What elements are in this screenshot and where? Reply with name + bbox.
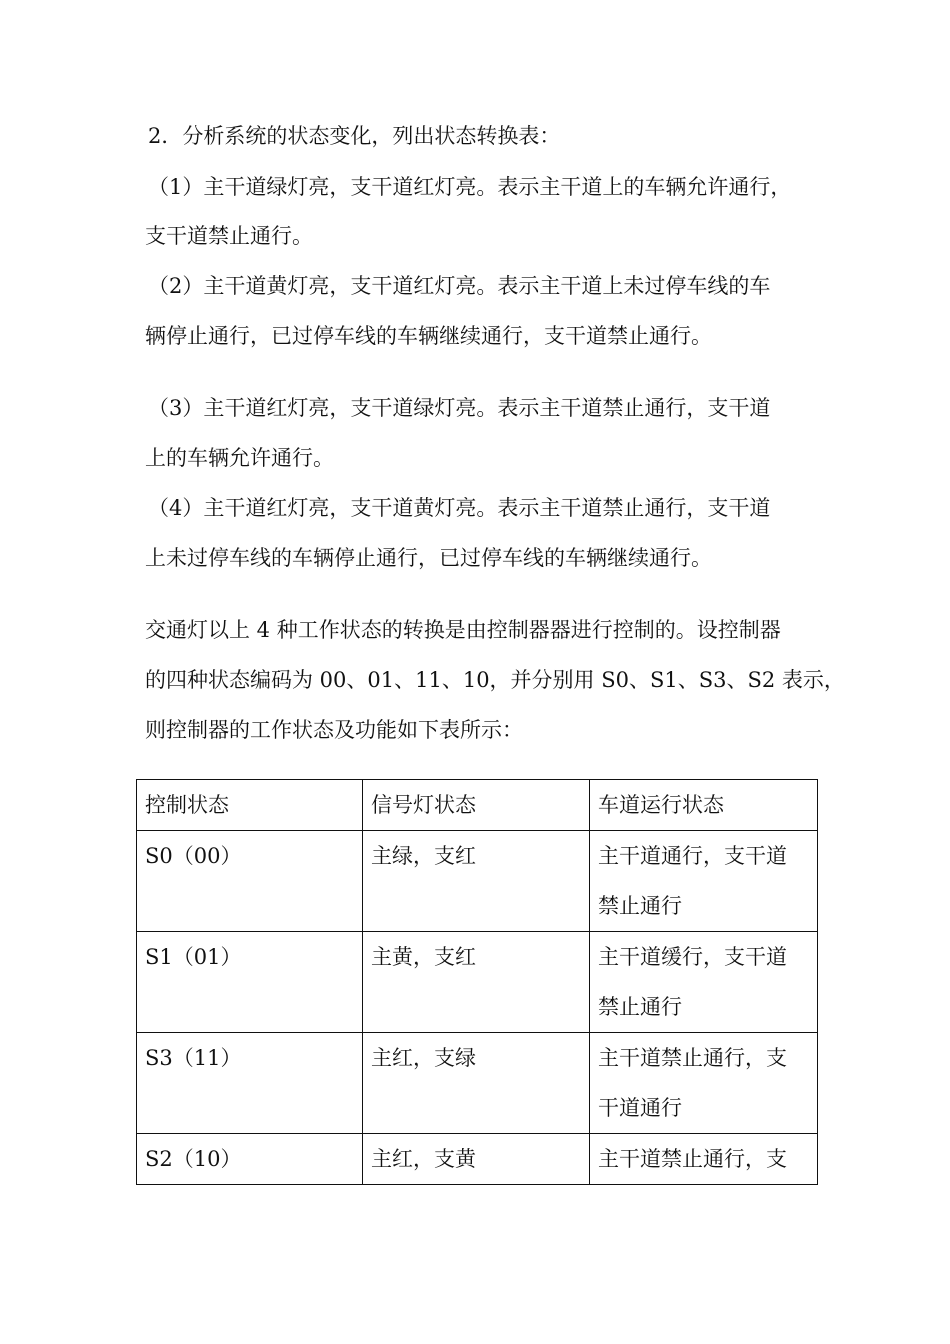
paragraph-line: （3）主干道红灯亮，支干道绿灯亮。表示主干道禁止通行，支干道 [148, 396, 771, 420]
table-cell-signal: 主红，支绿 [363, 1033, 590, 1134]
table-row [137, 932, 818, 1033]
table-cell-state: S0（00） [137, 831, 363, 932]
table-row [137, 1134, 818, 1185]
paragraph-line: 上的车辆允许通行。 [145, 446, 334, 470]
cell-line: 禁止通行 [598, 894, 682, 918]
table-cell-signal: 主绿，支红 [363, 831, 590, 932]
paragraph-line: （4）主干道红灯亮，支干道黄灯亮。表示主干道禁止通行，支干道 [148, 496, 771, 520]
paragraph-line: （1）主干道绿灯亮，支干道红灯亮。表示主干道上的车辆允许通行， [148, 175, 792, 199]
paragraph-line: 上未过停车线的车辆停止通行，已过停车线的车辆继续通行。 [145, 546, 712, 570]
table-header-cell: 信号灯状态 [363, 780, 590, 831]
table-cell-signal: 主红，支黄 [363, 1134, 590, 1185]
paragraph-line: 支干道禁止通行。 [145, 224, 313, 248]
paragraph-line: 则控制器的工作状态及功能如下表所示： [145, 718, 523, 742]
paragraph-line: 辆停止通行，已过停车线的车辆继续通行，支干道禁止通行。 [145, 324, 712, 348]
cell-line: 干道通行 [598, 1096, 682, 1120]
table-cell-state: S2（10） [137, 1134, 363, 1185]
table-cell-state: S1（01） [137, 932, 363, 1033]
cell-line: 主干道禁止通行，支 [598, 1046, 787, 1070]
table-cell-road [590, 932, 818, 1033]
paragraph-line: 的四种状态编码为 00、01、11、10，并分别用 S0、S1、S3、S2 表示， [145, 668, 845, 692]
cell-line: 主干道通行，支干道 [598, 844, 787, 868]
table-header-cell: 车道运行状态 [590, 780, 818, 831]
table-header-row [137, 780, 818, 831]
cell-line: 禁止通行 [598, 995, 682, 1019]
table-cell-road [590, 831, 818, 932]
table-row [137, 1033, 818, 1134]
paragraph-line: 交通灯以上 4 种工作状态的转换是由控制器器进行控制的。设控制器 [145, 618, 781, 642]
table-cell-road [590, 1033, 818, 1134]
state-table [136, 779, 818, 1185]
section-heading: 2．分析系统的状态变化，列出状态转换表： [148, 124, 561, 148]
paragraph-line: （2）主干道黄灯亮，支干道红灯亮。表示主干道上未过停车线的车 [148, 274, 771, 298]
table-cell-road [590, 1134, 818, 1185]
table-cell-state: S3（11） [137, 1033, 363, 1134]
table-row [137, 831, 818, 932]
table-header-cell: 控制状态 [137, 780, 363, 831]
cell-line: 主干道禁止通行，支 [598, 1147, 787, 1171]
table-cell-signal: 主黄，支红 [363, 932, 590, 1033]
cell-line: 主干道缓行，支干道 [598, 945, 787, 969]
